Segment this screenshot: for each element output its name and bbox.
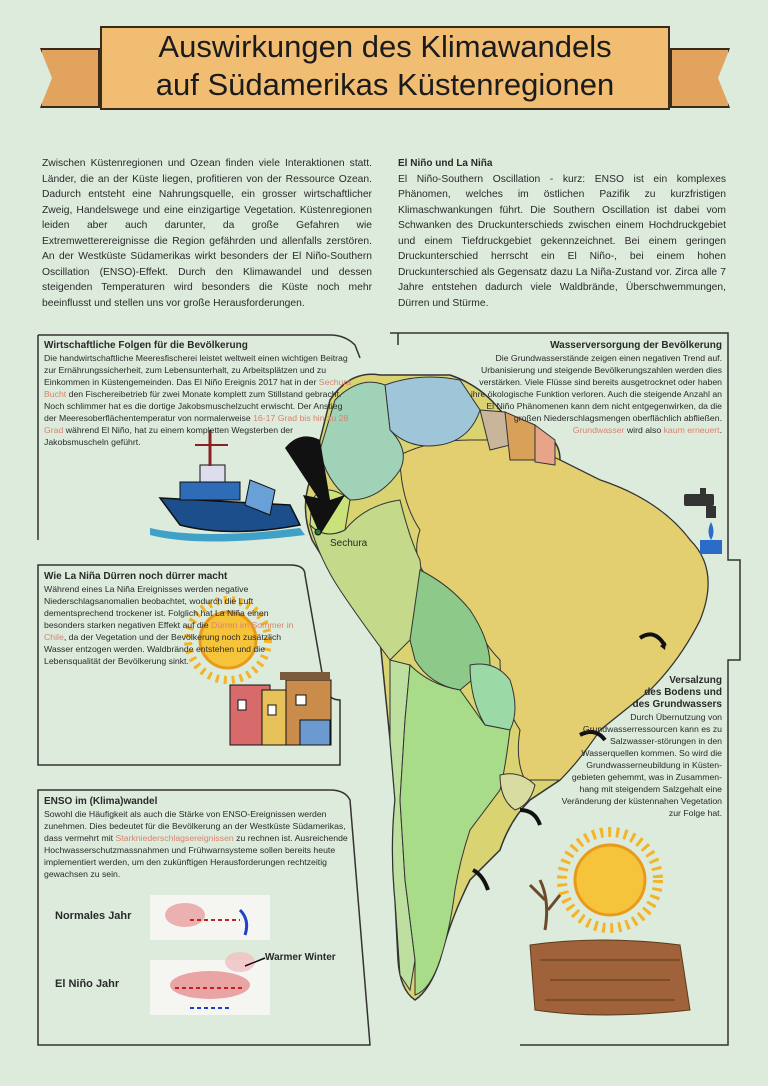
economy-text-2: den Fischereibetrieb für zwei Monate komplett zum Stillstand gebracht. Noch schlimmer hat es die dortige Jakobsmuschelzucht erwischt. Der Anstieg der Meeresoberflächentemperatur von normalerweise: [44, 389, 343, 423]
lanina-box: [44, 571, 302, 667]
salt-heading-1: Versalzung: [669, 675, 722, 686]
water-text-2: wird also: [624, 425, 664, 435]
salt-text: Durch Übernutzung von Grundwasserressourcen kann es zu Salzwasser-störungen in den Wasserquellen kommen. So wird die Grundwasserneubildung in Küsten-gebieten gehemmt, was in Zusammen-hang mit steigendem Salzgehalt eine Veränderung der küstennahen Vegetation zur Folge hat.: [561, 712, 722, 818]
title-line-2: auf Südamerikas Küstenregionen: [155, 67, 615, 102]
economy-highlight-sechura: Sechura Bucht: [44, 377, 352, 399]
el-nino-text: El Niño-Southern Oscillation - kurz: ENSO ist ein komplexes Phänomen, welches im östlichen Pazifik zu kurzfristigen Klimaschwankungen führt. Die Southern Oscillation ist dabei vom Schwanken des Druckunterschieds zwischen einem Hochdruckgebiet und einem Tiefdruckgebiet gekennzeichnet. Bei einem geringen Druckunterschied herrscht ein El Niño-, bei einem hohen Druckunterschied als Gegensatz dazu La Niña-Zustand vor. Zirca alle 7 Jahre entstehen dadurch viele Waldbrände, Überschwemmungen, Dürren und Stürme.: [398, 173, 726, 309]
salt-heading-2: des Bodens und: [644, 687, 722, 698]
enso-box: [44, 796, 362, 880]
normal-year-label: Normales Jahr: [55, 910, 132, 922]
economy-box: [44, 340, 359, 448]
enso-text-2: zu rechnen ist. Ausreichende Hochwasserschutzmassnahmen und Frühwarnsysteme sollen bereits heute implementiert werden, um den zukünftigen Herausforderungen rechtzeitig gewachsen zu sein.: [44, 833, 348, 879]
economy-text-3: während El Niño, hat zu einem kompletten Wegsterben der Jakobsmuscheln geführt.: [44, 425, 294, 447]
warmer-winter-label: Warmer Winter: [265, 952, 336, 963]
economy-text-1: Die handwirtschaftliche Meeresfischerei leistet weltweit einen wichtigen Beitrag zur Ernährungssicherheit, zum Lebensunterhalt, zu Arbeitsplätzen und zu Einkommen in Küstengemeinden. Das El Niño Ereignis 2017 hat in der: [44, 353, 348, 387]
lanina-text-2: , da der Vegetation und der Bevölkerung noch zusätzlich Wasser entzogen werden. Waldbrände entstehen und die Lebensqualität der Bevölkerung sinkt.: [44, 632, 282, 666]
coast-arrow-3: [520, 810, 540, 825]
economy-highlight-temp: 16-17 Grad bis hin zu 28 Grad: [44, 413, 349, 435]
water-highlight-grundwasser: Grundwasser: [572, 425, 625, 435]
el-nino-heading: El Niño und La Niña: [398, 158, 493, 169]
water-text-3: .: [719, 425, 722, 435]
el-nino-year-diagram: [150, 952, 270, 1015]
title-line-1: Auswirkungen des Klimawandels: [158, 29, 612, 64]
normal-year-diagram: [150, 895, 270, 940]
enso-text-1: Sowohl die Häufigkeit als auch die Stärke von ENSO-Ereignissen werden zunehmen. Dies bedeutet für die Bevölkerung an der Westküste Südamerikas, dass vermehrt mit: [44, 809, 346, 843]
salt-box: [560, 675, 722, 819]
water-heading: Wasserversorgung der Bevölkerung: [550, 340, 722, 351]
sechura-marker: [315, 529, 321, 535]
water-highlight-erneuert: kaum erneuert: [663, 425, 720, 435]
intro-text: Zwischen Küstenregionen und Ozean finden viele Interaktionen statt. Länder, die an der Küste liegen, profitieren von der Ressource Ozean. Dadurch entsteht eine Nahrungsquelle, ein grosser wirtschaftlicher Zweig, Handelswege und eine einzigartige Vegetation. Küstenregionen leiden aber auch darunter, da große Gefahren wie Extremwetterereignisse die Region gefährden und allenfalls zerstören. An der Westküste Südamerikas wirkt besonders der El Niño-Southern Oscillation (ENSO)-Effekt. Durch den Klimawandel und dessen steigenden Temperaturen wird besonders die Küste noch mehr beeinflusst und stellen uns vor große Herausforderungen.: [42, 158, 372, 309]
water-text-1: Die Grundwasserstände zeigen einen negativen Trend auf. Urbanisierung und steigende Bevölkerungszahlen werden dies verstärken. Viele Flüsse sind bereits ausgetrocknet oder haben ihre ökologische Funktion verloren. Auch die steigende Anzahl an El Niño Phänomenen kann dem nicht entgegenwirken, da die großen Niederschlagsmengen oberflächlich abfließen.: [470, 353, 722, 423]
houses-illustration: [230, 672, 331, 745]
lanina-highlight-chile: Dürren im Sommer in Chile: [44, 620, 294, 642]
salt-heading-3: des Grundwassers: [632, 699, 722, 710]
water-box: [470, 340, 722, 436]
enso-heading: ENSO im (Klima)wandel: [44, 796, 158, 807]
drought-illustration: [530, 832, 690, 1015]
enso-highlight: Starkniederschlagsereignissen: [115, 833, 234, 843]
coast-arrow-4: [473, 870, 488, 890]
el-nino-year-label: El Niño Jahr: [55, 978, 120, 990]
lanina-text-1: Während eines La Niña Ereignisses werden negative Niederschlagsanomalien beobachtet, wodurch die Luft dementsprechend trockener ist. Folglich hat La Niña einen besonders starken negativen Effekt auf die: [44, 584, 269, 630]
sechura-label: Sechura: [330, 538, 368, 549]
lanina-heading: Wie La Niña Dürren noch dürrer macht: [44, 571, 228, 582]
economy-heading: Wirtschaftliche Folgen für die Bevölkerung: [44, 340, 248, 351]
